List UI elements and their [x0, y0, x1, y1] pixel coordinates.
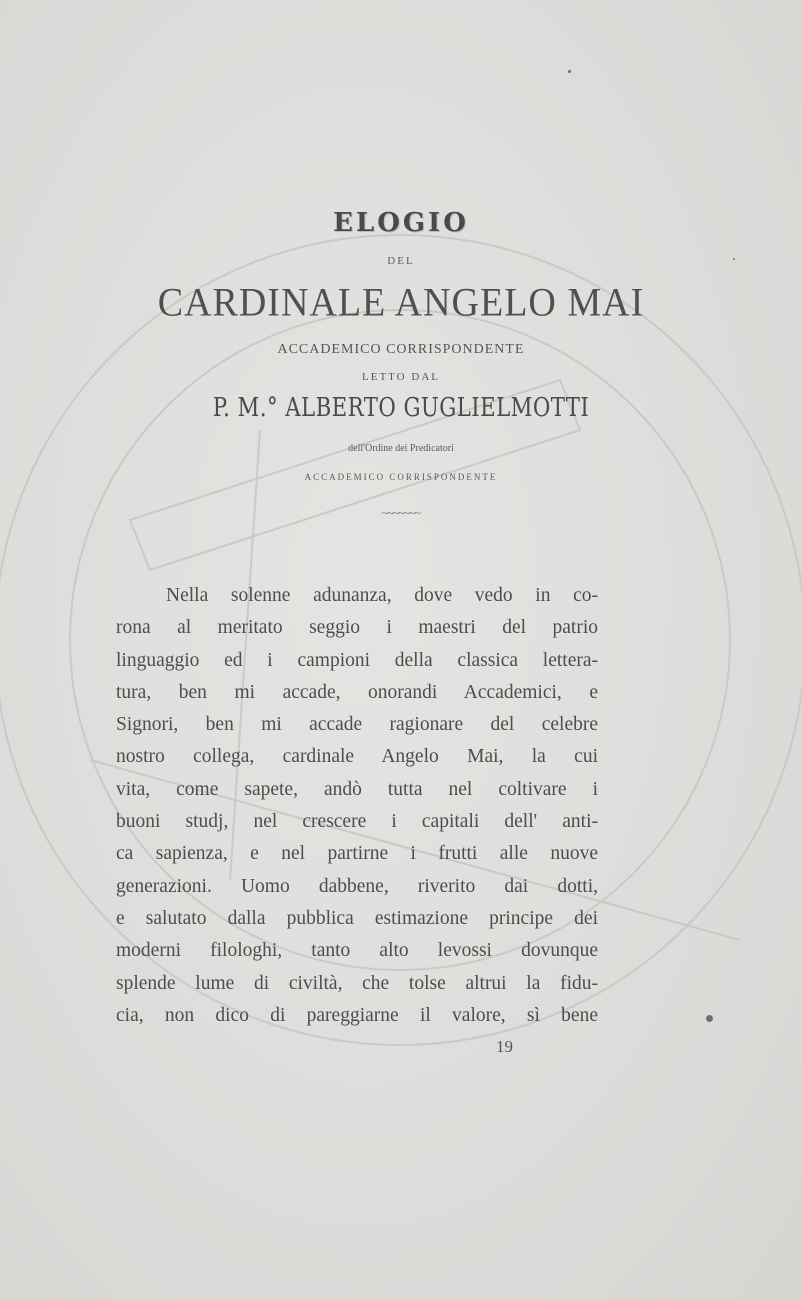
paper-speck: [568, 70, 571, 73]
body-line: cia, non dico di pareggiarne il valore, sì bene: [116, 1004, 598, 1026]
heading-del: DEL: [387, 255, 415, 267]
body-line: moderni filologhi, tanto alto levossi dovunque: [116, 940, 598, 962]
body-paragraph: [116, 580, 598, 1032]
subject-role: ACCADEMICO CORRISPONDENTE: [277, 342, 525, 357]
body-line: splende lume di civiltà, che tolse altrui la fidu-: [116, 972, 598, 994]
read-by-label: LETTO DAL: [362, 371, 440, 383]
page-number: 19: [496, 1037, 513, 1056]
body-line: buoni studj, nel crescere i capitali dell' anti-: [116, 811, 598, 833]
heading-subject: CARDINALE ANGELO MAI: [157, 280, 645, 326]
body-line: linguaggio ed i campioni della classica lettera-: [116, 649, 598, 671]
body-line: vita, come sapete, andò tutta nel coltivare i: [116, 778, 598, 800]
ornament-divider: ~~~~~~~: [381, 506, 421, 520]
author-role: ACCADEMICO CORRISPONDENTE: [304, 472, 498, 482]
paper-speck: [733, 258, 735, 260]
body-line: generazioni. Uomo dabbene, riverito dai dotti,: [116, 875, 598, 897]
body-line: rona al meritato seggio i maestri del patrio: [116, 617, 598, 639]
author-name: P. M.° ALBERTO GUGLIELMOTTI: [212, 393, 590, 423]
body-line: tura, ben mi accade, onorandi Accademici, e: [116, 681, 598, 703]
body-line: Nella solenne adunanza, dove vedo in co-: [166, 585, 598, 606]
heading-elogio: ELOGIO: [333, 208, 469, 238]
body-line: e salutato dalla pubblica estimazione principe dei: [116, 907, 598, 929]
paper-speck: [706, 1015, 713, 1022]
body-line: nostro collega, cardinale Angelo Mai, la cui: [116, 746, 598, 768]
body-line: Signori, ben mi accade ragionare del celebre: [116, 714, 598, 736]
author-order: dell'Ordine dei Predicatori: [348, 443, 454, 454]
body-line: ca sapienza, e nel partirne i frutti alle nuove: [116, 843, 598, 865]
